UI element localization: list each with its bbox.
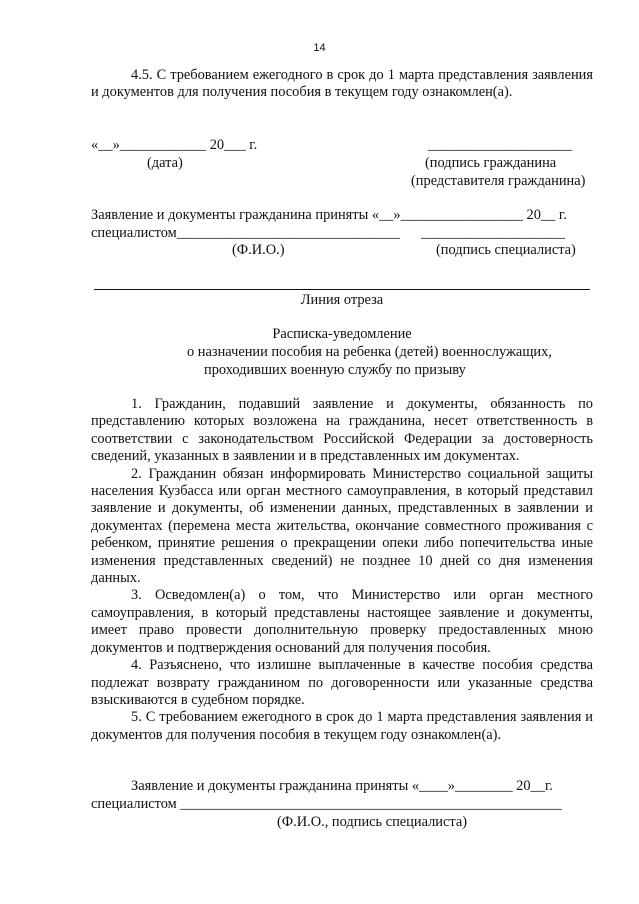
receipt-item-5: 5. С требованием ежегодного в срок до 1 марта представления заявления и документов для получения пособия в текущем году ознакомлен(а).: [91, 709, 593, 743]
citizen-signature-line: ____________________: [428, 137, 572, 153]
receipt-item-2: 2. Гражданин обязан информировать Министерство социальной защиты населения Кузбасса или орган местного самоуправления, в который представил заявление и документы, об изменении данных, представленных в заявлении и документах (перемена места жительства, окончание совместного проживания с ребенком, принятие решения о прекращении опеки либо попечительства иные изменения представленных сведений) не позднее 10 дней со дня изменения данных.: [91, 465, 593, 587]
accepted-line-top: Заявление и документы гражданина приняты «__»_________________ 20__ г.: [91, 207, 567, 223]
receipt-item-4: 4. Разъяснено, что излишне выплаченные в качестве пособия средства подлежат возврату гражданином по договоренности или указанные средства взыскиваются в судебном порядке.: [91, 657, 593, 708]
receipt-title-3: проходивших военную службу по призыву: [204, 362, 466, 378]
receipt-item-3: 3. Осведомлен(а) о том, что Министерство или орган местного самоуправления, в который представлены настоящее заявление и документы, имеет право провести дополнительную проверку предоставленных мною документов и подтверждения оснований для получения пособия.: [91, 587, 593, 656]
citizen-representative-caption: (представителя гражданина): [411, 173, 586, 189]
specialist-line-top: специалистом_______________________________: [91, 225, 400, 241]
cut-line-label: Линия отреза: [300, 292, 384, 308]
cut-line: [94, 289, 590, 290]
receipt-title-2: о назначении пособия на ребенка (детей) военнослужащих,: [187, 344, 552, 360]
specialist-line-bottom: специалистом _____________________________________________________: [91, 796, 562, 812]
accepted-line-bottom: Заявление и документы гражданина приняты «____»________ 20__г.: [131, 778, 553, 794]
specialist-signature-line-top: ____________________: [421, 225, 565, 241]
receipt-title-1: Расписка-уведомление: [272, 326, 412, 342]
date-caption: (дата): [147, 155, 183, 171]
date-line: «__»____________ 20___ г.: [91, 137, 258, 153]
receipt-item-1: 1. Гражданин, подавший заявление и документы, обязанность по представлению которых возложена на гражданина, несет ответственность в соответствии с законодательством Российской Федерации за достоверность сведений, указанных в заявлении и в представленных им документах.: [91, 396, 593, 465]
fio-sign-caption-bottom: (Ф.И.О., подпись специалиста): [277, 814, 467, 830]
receipt-items: [91, 396, 593, 744]
item-4-5: [91, 67, 593, 102]
page-number-text: 14: [313, 42, 326, 54]
specialist-signature-caption-top: (подпись специалиста): [436, 242, 576, 258]
fio-caption-top: (Ф.И.О.): [232, 242, 285, 258]
item-4-5-text: 4.5. С требованием ежегодного в срок до 1 марта представления заявления и документов для получения пособия в текущем году ознакомлен(а).: [91, 67, 593, 101]
citizen-signature-caption: (подпись гражданина: [425, 155, 557, 171]
page-number: [0, 40, 639, 57]
